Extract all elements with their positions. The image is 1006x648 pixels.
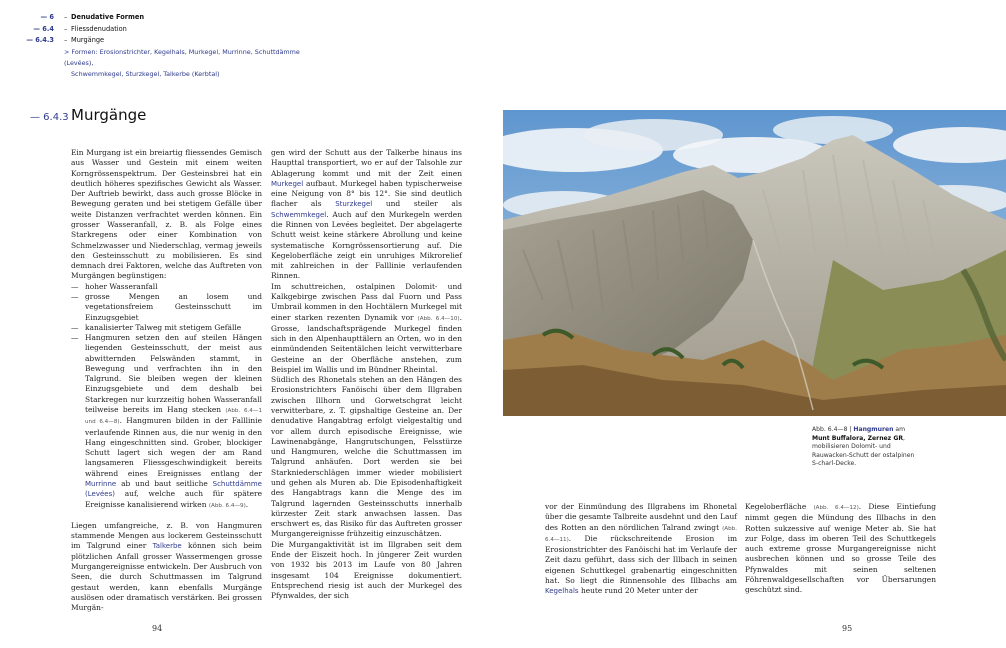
breadcrumb-number: — 6.4 <box>33 25 54 33</box>
paragraph: vor der Einmündung des Illgrabens im Rhonetal über die gesamte Talbreite ausdehnt und den Lauf des Rotten an den nördlichen Talrand zwingt (Abb. 6.4—11). Die rückschreitende Erosion im Erosionstrichter des Fanöischi hat im Verlaufe der Zeit dazu geführt, dass sich der Illbach in seinen eigenen Schuttkegel grabenartig eingeschnitten hat. So liegt die Rinnensohle des Illbachs am Kegelhals heute rund 20 Meter unter der <box>545 502 737 596</box>
page-number: 94 <box>152 624 163 633</box>
forms-list <box>64 47 324 80</box>
text-column-4 <box>745 502 936 596</box>
breadcrumb-label: Murgänge <box>71 36 105 44</box>
list-item: — Hangmuren setzen den auf steilen Hängen liegenden Gesteinsschutt, der meist aus abwitternden Felswänden stammt, in Bewegung und verfrachten ihn in den Talgrund. Sie bleiben wegen der kleinen Einzugsgebiete und dem deshalb bei Starkregen nur kurzzeitig hohen Wasseranfall teilweise bereits im Hang stecken (Abb. 6.4—1 und 6.4—8). Hangmuren bilden in der Falllinie verlaufende Rinnen aus, die nur wenig in den Hang eingeschnitten sind. Grober, blockiger Schutt lagert sich wegen der am Rand langsameren Fliessgeschwindigkeit bereits während eines Ereignisses entlang der Murrinne ab und baut seitliche Schuttdämme (Levées) auf, welche auch für spätere Ereignisse kanalisierend wirken (Abb. 6.4—9). <box>71 333 262 511</box>
paragraph: Ein Murgang ist ein breiartig fliessendes Gemisch aus Wasser und Gestein mit einem weiten Korngrössenspektrum. Der Gesteinsbrei hat ein deutlich höheres spezifisches Gewicht als Wasser. Der Auftrieb bewirkt, dass auch grosse Blöcke in Bewegung geraten und bei stetigem Gefälle über weite Distanzen verfrachtet werden können. Ein grosser Wasseranfall, z. B. als Folge eines Starkregens oder einer Kombination von Schmelzwasser und Niederschlag, vermag jeweils den Gesteinsschutt zu mobilisieren. Es sind demnach drei Faktoren, welche das Auftreten von Murgängen begünstigen: <box>71 148 262 281</box>
text-column-1 <box>71 148 262 613</box>
mountain-photo <box>503 110 1006 416</box>
list-item: — hoher Wasseranfall <box>71 282 262 292</box>
figure-reference: (Abb. 6.4—11) <box>545 525 737 543</box>
paragraph: Die Murgangaktivität ist im Illgraben seit dem Ende der Eiszeit hoch. In jüngerer Zeit wurden von 1932 bis 2013 im Laufe von 80 Jahren insgesamt 104 Ereignisse dokumentiert. Entsprechend riesig ist auch der Murkegel des Pfynwaldes, der sich <box>271 539 462 601</box>
keyword-link[interactable]: Schuttdämme (Levées) <box>85 480 262 499</box>
paragraph: Liegen umfangreiche, z. B. von Hangmuren stammende Mengen aus lockerem Gesteinsschutt im Talgrund einer Talkerbe können sich beim plötzlichen Anfall grosser Wassermengen grosse Murgangereignisse entwickeln. Der Ausbruch von Seen, die durch Schuttmassen im Talgrund gestaut werden, kann ebenfalls Murgänge auslösen oder dramatisch verstärken. Bei grossen Murgän- <box>71 520 262 613</box>
keyword-link[interactable]: Kegelhals <box>545 587 579 596</box>
breadcrumb-label: Fliessdenudation <box>71 25 127 33</box>
paragraph: Südlich des Rhonetals stehen an den Hängen des Erosionstrichters Fanöischi über dem Illgraben zwischen Illhorn und Gorwetschgrat leicht verwitterbare, z. T. gipshaltige Gesteine an. Der denudative Hangabtrag erfolgt vielgestaltig und vor allem durch episodische Ereignisse, wie Lawinenabgänge, Hangrutschungen, Felsstürze und Hangmuren, welche die Schuttmassen im Talgrund anhäufen. Dort werden sie bei Starkniederschlägen immer wieder mobilisiert und gehen als Muren ab. Die Episodenhaftigkeit des Hangabtrags kann die Menge des im Talgrund lagernden Gesteinsschutts innerhalb kürzester Zeit stark anwachsen lassen. Das erschwert es, das Risiko für das Auftreten grosser Murgangereignisse frühzeitig einzuschätzen. <box>271 375 462 539</box>
text-column-3 <box>545 502 737 597</box>
location-name: Munt Buffalora, Zernez GR <box>812 434 904 442</box>
forms-line: > Formen: Erosionstrichter, Kegelhals, Murkegel, Murrinne, Schuttdämme (Levées), <box>64 48 300 67</box>
breadcrumb-label: Denudative Formen <box>71 13 145 21</box>
keyword-link[interactable]: Sturzkegel <box>335 200 373 209</box>
figure-caption: Abb. 6.4—8 | Hangmuren am Munt Buffalora, Zernez GR, mobilisieren Dolomit- und Rauwacken-Schutt der ostalpinen S-charl-Decke. <box>812 426 915 467</box>
forms-line: Schwemmkegel, Sturzkegel, Talkerbe (Kerbtal) <box>71 70 220 78</box>
keyword-link[interactable]: Murkegel <box>271 179 304 188</box>
list-item: — kanalisierter Talweg mit stetigem Gefälle <box>71 323 262 333</box>
keyword-link[interactable]: Talkerbe <box>152 542 182 551</box>
keyword-link[interactable]: Hangmuren <box>853 426 894 433</box>
paragraph: gen wird der Schutt aus der Talkerbe hinaus ins Haupttal transportiert, wo er auf der Talsohle zur Ablagerung kommt und mit der Zeit einen Murkegel aufbaut. Murkegel haben typischerweise eine Neigung von 8° bis 12°. Sie sind deutlich flacher als Sturzkegel und steiler als Schwemmkegel. Auch auf den Murkegeln werden die Rinnen von Levées begleitet. Der abgelagerte Schutt weist keine stärkere Abrollung und keine systematische Korngrössensortierung auf. Die Kegeloberfläche zeigt ein unruhiges Mikrorelief mit zahlreichen in der Falllinie verlaufenden Rinnen. <box>271 148 462 281</box>
list-item: — grosse Mengen an losem und vegetationsfreiem Gesteinsschutt im Einzugsgebiet <box>71 292 262 323</box>
paragraph: Kegeloberfläche (Abb. 6.4—12). Diese Eintiefung nimmt gegen die Mündung des Illbachs in den Rotten sukzessive auf wenige Meter ab. Sie hat zur Folge, dass im oberen Teil des Schuttkegels auch extreme grosse Murgangereignisse nicht ausbrechen können und so grosse Teile des Pfynwaldes mit seinen seltenen Föhrenwaldgesellschaften vor Übersarungen geschützt sind. <box>745 502 936 595</box>
keyword-link[interactable]: Schwemmkegel <box>271 210 327 219</box>
section-title: Murgänge <box>71 106 147 124</box>
figure-reference: (Abb. 6.4—9) <box>208 502 246 509</box>
page-number: 95 <box>842 624 853 633</box>
figure-reference: (Abb. 6.4—1 und 6.4—8) <box>85 408 263 426</box>
breadcrumb-number: — 6 <box>40 13 54 21</box>
figure-reference: (Abb. 6.4—10) <box>417 315 460 322</box>
text-column-2 <box>271 148 462 601</box>
section-number: — 6.4.3 <box>30 112 69 123</box>
figure-reference: (Abb. 6.4—12) <box>813 505 859 511</box>
figure-number: Abb. 6.4—8 | <box>812 426 852 433</box>
paragraph: Im schuttreichen, ostalpinen Dolomit- und Kalkgebirge zwischen Pass dal Fuorn und Pass Umbrail kommen in den Hochtälern Murkegel mit einer starken rezenten Dynamik vor (Abb. 6.4—10). Grosse, landschaftsprägende Murkegel finden sich in den Alpenhaupttälern an Orten, wo in den einmündenden Seitentälchen leicht verwitterbare Gesteine an der Oberfläche anstehen, zum Beispiel im Wallis und im Bündner Rheintal. <box>271 281 462 374</box>
landscape-illustration <box>503 110 1006 416</box>
keyword-link[interactable]: Murrinne <box>85 480 117 488</box>
breadcrumb-number: — 6.4.3 <box>26 36 54 44</box>
